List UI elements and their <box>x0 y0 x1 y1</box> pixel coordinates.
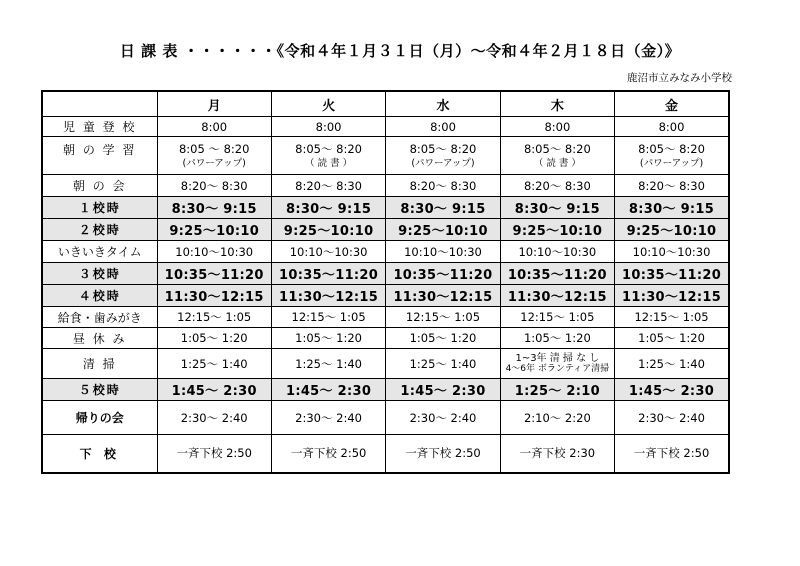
row-label: 児 童 登 校 <box>42 117 157 137</box>
time-cell <box>271 137 385 175</box>
time-cell: 1:25～ 1:40 <box>615 349 729 379</box>
time-cell: 2:30～ 2:40 <box>157 401 271 435</box>
time-text: 8:05 ～ 8:20 <box>178 141 250 156</box>
activity-note: (パワーアップ) <box>182 157 246 169</box>
activity-note: (パワーアップ) <box>639 157 704 169</box>
row-label: 朝 の 会 <box>42 175 157 197</box>
time-cell: 8:20～ 8:30 <box>500 175 614 197</box>
school-name: 鹿沼市立みなみ小学校 <box>627 72 732 84</box>
time-cell: 2:30～ 2:40 <box>386 401 500 435</box>
time-cell: 10:35～11:20 <box>157 263 271 285</box>
volunteer-note: 4～6年 ボランティア清掃 <box>505 363 610 374</box>
time-cell: 10:35～11:20 <box>271 263 385 285</box>
time-cell: 1:25～ 1:40 <box>157 349 271 379</box>
time-cell: 10:10～10:30 <box>615 241 729 263</box>
time-text: 8:05～ 8:20 <box>409 141 477 156</box>
row-label: 帰りの会 <box>42 401 157 435</box>
table-row <box>42 241 729 263</box>
time-cell: 12:15～ 1:05 <box>271 307 385 328</box>
table-row <box>42 285 729 307</box>
time-cell: 8:00 <box>615 117 729 137</box>
time-cell: 8:20～ 8:30 <box>271 175 385 197</box>
time-cell: 1:45～ 2:30 <box>157 379 271 401</box>
row-label: 昼 休 み <box>42 328 157 349</box>
time-cell <box>157 137 271 175</box>
time-cell: 8:00 <box>386 117 500 137</box>
row-label: ２校時 <box>42 219 157 241</box>
table-row <box>42 175 729 197</box>
time-text: 8:05～ 8:20 <box>295 141 362 156</box>
table-row <box>42 379 729 401</box>
time-cell: 8:30～ 9:15 <box>615 197 729 219</box>
time-cell: 1:45～ 2:30 <box>615 379 729 401</box>
time-cell: 1:25～ 1:40 <box>386 349 500 379</box>
schedule-table <box>41 90 730 474</box>
time-cell: 9:25～10:10 <box>157 219 271 241</box>
time-cell: 8:30～ 9:15 <box>500 197 614 219</box>
time-text: 8:05～ 8:20 <box>638 141 705 156</box>
time-cell: 一斉下校 2:50 <box>271 435 385 473</box>
time-cell <box>386 137 500 175</box>
time-cell: 1:25～ 1:40 <box>271 349 385 379</box>
time-cell: 一斉下校 2:30 <box>500 435 614 473</box>
row-label: いきいきタイム <box>42 241 157 263</box>
row-label: 朝 の 学 習 <box>42 137 157 175</box>
time-cell: 一斉下校 2:50 <box>157 435 271 473</box>
time-cell <box>500 349 614 379</box>
time-cell: 12:15～ 1:05 <box>500 307 614 328</box>
time-text: 8:05～ 8:20 <box>523 141 591 156</box>
time-cell: 10:35～11:20 <box>386 263 500 285</box>
time-cell: 11:30～12:15 <box>500 285 614 307</box>
row-label: 給食・歯みがき <box>42 307 157 328</box>
time-cell: 1:45～ 2:30 <box>271 379 385 401</box>
time-cell: 8:00 <box>157 117 271 137</box>
time-cell: 2:10～ 2:20 <box>500 401 614 435</box>
day-header: 水 <box>386 91 500 117</box>
time-cell: 2:30～ 2:40 <box>271 401 385 435</box>
table-row <box>42 328 729 349</box>
time-cell <box>500 137 614 175</box>
time-cell: 10:10～10:30 <box>500 241 614 263</box>
time-cell: 一斉下校 2:50 <box>615 435 729 473</box>
time-cell: 9:25～10:10 <box>615 219 729 241</box>
time-cell: 8:20～ 8:30 <box>615 175 729 197</box>
time-cell: 8:30～ 9:15 <box>271 197 385 219</box>
time-cell: 8:20～ 8:30 <box>386 175 500 197</box>
time-cell: 1:05～ 1:20 <box>157 328 271 349</box>
day-header: 金 <box>615 91 729 117</box>
time-cell: 1:05～ 1:20 <box>386 328 500 349</box>
time-cell: 1:45～ 2:30 <box>386 379 500 401</box>
time-cell: 8:30～ 9:15 <box>386 197 500 219</box>
time-cell: 9:25～10:10 <box>500 219 614 241</box>
table-row <box>42 137 729 175</box>
table-row <box>42 349 729 379</box>
time-cell: 10:10～10:30 <box>386 241 500 263</box>
time-cell: 11:30～12:15 <box>615 285 729 307</box>
table-row <box>42 219 729 241</box>
header-corner <box>42 91 157 117</box>
time-cell: 1:05～ 1:20 <box>271 328 385 349</box>
activity-note: (パワーアップ) <box>411 157 475 169</box>
time-cell: 8:30～ 9:15 <box>157 197 271 219</box>
day-header: 木 <box>500 91 614 117</box>
table-row <box>42 117 729 137</box>
time-cell: 8:00 <box>500 117 614 137</box>
table-row <box>42 307 729 328</box>
time-cell: 8:00 <box>271 117 385 137</box>
day-header: 火 <box>271 91 385 117</box>
time-cell: 8:20～ 8:30 <box>157 175 271 197</box>
time-cell: 12:15～ 1:05 <box>615 307 729 328</box>
time-cell: 12:15～ 1:05 <box>386 307 500 328</box>
time-cell: 11:30～12:15 <box>271 285 385 307</box>
activity-note: （ 読 書 ） <box>533 157 581 169</box>
activity-note: （ 読 書 ） <box>305 157 353 169</box>
row-label: ４校時 <box>42 285 157 307</box>
time-cell: 10:10～10:30 <box>271 241 385 263</box>
header-row <box>42 91 729 117</box>
row-label: 下 校 <box>42 435 157 473</box>
time-cell: 10:35～11:20 <box>500 263 614 285</box>
row-label: 清 掃 <box>42 349 157 379</box>
time-cell: 12:15～ 1:05 <box>157 307 271 328</box>
time-cell <box>615 137 729 175</box>
table-row <box>42 263 729 285</box>
cleaning-note: 1~3年 清 掃 な し <box>515 352 600 364</box>
time-cell: 1:05～ 1:20 <box>500 328 614 349</box>
table-row <box>42 401 729 435</box>
row-label: １校時 <box>42 197 157 219</box>
time-cell: 11:30～12:15 <box>386 285 500 307</box>
table-row <box>42 197 729 219</box>
time-cell: 10:35～11:20 <box>615 263 729 285</box>
time-cell: 10:10～10:30 <box>157 241 271 263</box>
page-title: 日 課 表 ・・・・・・《令和４年１月３１日（月）～令和４年２月１８日（金）》 <box>119 42 681 60</box>
time-cell: 11:30～12:15 <box>157 285 271 307</box>
time-cell: 2:30～ 2:40 <box>615 401 729 435</box>
time-cell: 9:25～10:10 <box>271 219 385 241</box>
time-cell: 1:25～ 2:10 <box>500 379 614 401</box>
day-header: 月 <box>157 91 271 117</box>
table-row <box>42 435 729 473</box>
row-label: ５校時 <box>42 379 157 401</box>
time-cell: 一斉下校 2:50 <box>386 435 500 473</box>
time-cell: 1:05～ 1:20 <box>615 328 729 349</box>
time-cell: 9:25～10:10 <box>386 219 500 241</box>
row-label: ３校時 <box>42 263 157 285</box>
